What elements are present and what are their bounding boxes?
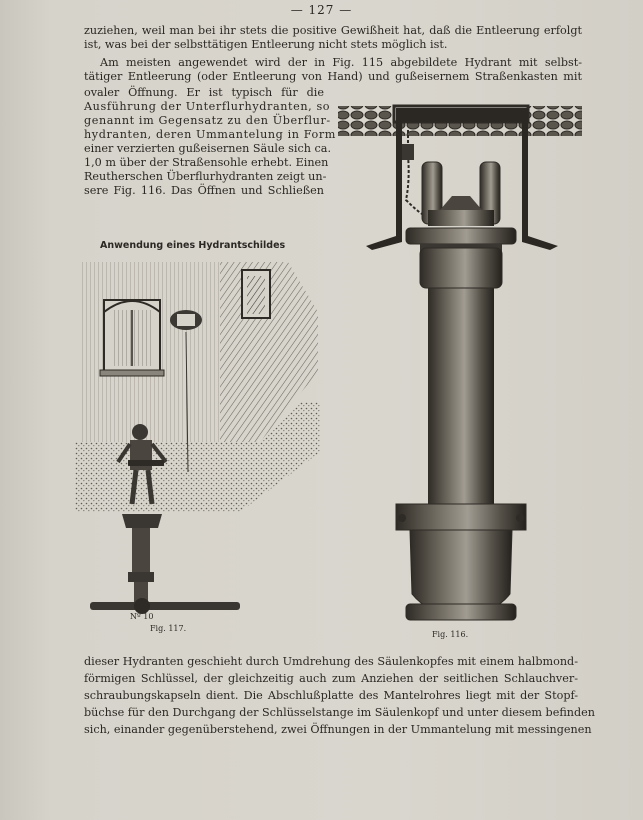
text-line: förmigen Schlüssel, der gleichzeitig auch zum Anziehen der seitlichen Schlauchver- xyxy=(84,672,578,685)
figure-116-caption: Fig. 116. xyxy=(432,630,469,639)
text-line: hydranten, deren Ummantelung in Form xyxy=(84,128,336,141)
text-line: Reutherschen Überflurhydranten zeigt un- xyxy=(84,170,327,183)
text-line: Ausführung der Unterflurhydranten, so xyxy=(84,100,331,113)
text-line: ist, was bei der selbsttätigen Entleerung nicht stets möglich ist. xyxy=(84,38,448,51)
text-line: 1,0 m über der Straßensohle erhebt. Einen xyxy=(84,156,329,169)
text-line: genannt im Gegensatz zu den Überflur- xyxy=(84,114,331,127)
text-line: büchse für den Durchgang der Schlüsselstange im Säulenkopf und unter diesem befinden xyxy=(84,706,595,719)
text-line: sich, einander gegenüberstehend, zwei Öffnungen in der Ummantelung mit messingenen xyxy=(84,723,592,736)
text-line: dieser Hydranten geschieht durch Umdrehung des Säulenkopfes mit einem halbmond- xyxy=(84,655,578,668)
page-number: — 127 — xyxy=(290,3,353,17)
figure-116-illustration xyxy=(336,100,586,630)
text-line: einer verzierten gußeisernen Säule sich ca. xyxy=(84,142,332,155)
figure-117-caption: Fig. 117. xyxy=(150,624,187,633)
text-line: ovaler Öffnung. Er ist typisch für die xyxy=(84,86,324,99)
figure-117-number: Nº 10 xyxy=(130,612,154,621)
figure-117-illustration xyxy=(70,252,330,632)
text-line: Am meisten angewendet wird der in Fig. 115 abgebildete Hydrant mit selbst- xyxy=(100,56,582,69)
text-line: zuziehen, weil man bei ihr stets die positive Gewißheit hat, daß die Entleerung erfolgt xyxy=(84,24,582,37)
figure-117-title: Anwendung eines Hydrantschildes xyxy=(100,240,286,251)
text-line: sere Fig. 116. Das Öffnen und Schließen xyxy=(84,184,324,197)
text-line: tätiger Entleerung (oder Entleerung von Hand) und gußeisernem Straßenkasten mit xyxy=(84,70,582,83)
text-line: schraubungskapseln dient. Die Abschlußplatte des Mantelrohres liegt mit der Stopf- xyxy=(84,689,578,702)
